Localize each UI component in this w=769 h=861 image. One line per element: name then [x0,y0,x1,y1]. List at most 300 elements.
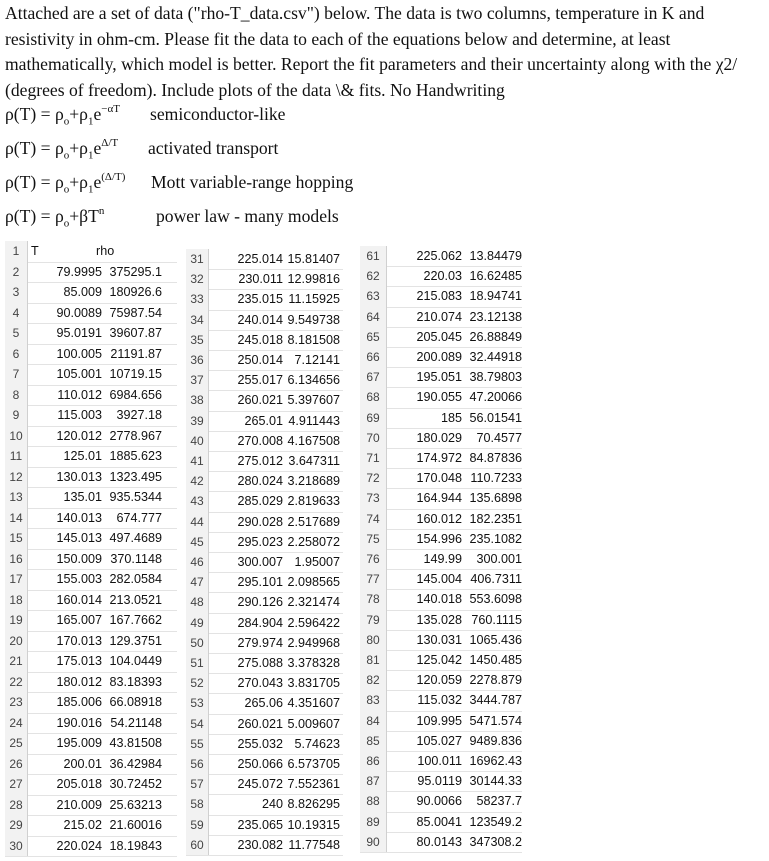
temperature-cell: 220.03 [423,269,462,284]
row-number: 58 [186,794,209,814]
row-number: 20 [5,631,28,652]
row-number: 79 [360,610,387,630]
table-row [360,408,522,429]
plus-rho-one: +ρ [69,138,88,158]
table-row [360,509,522,530]
row-number: 74 [360,509,387,529]
resistivity-cell: 6984.656 [109,387,162,402]
resistivity-cell: 1065.436 [469,632,522,647]
row-number: 34 [186,310,209,330]
row-number: 10 [5,426,28,447]
resistivity-cell: 282.0584 [109,572,162,586]
table-row [360,812,522,833]
resistivity-cell: 18.19843 [109,838,162,853]
row-number: 72 [360,468,387,488]
table-row [186,370,343,391]
resistivity-cell: 760.1115 [471,612,522,627]
rho-zero-subscript: o [63,183,70,196]
table-row [186,815,343,836]
temperature-cell: 145.004 [416,572,462,587]
row-number: 6 [5,344,28,365]
equation-activated [5,137,279,162]
resistivity-cell: 30.72452 [109,777,162,791]
table-row [5,282,177,304]
resistivity-cell: 129.3751 [109,633,162,648]
temperature-cell: 230.011 [238,272,283,287]
table-row [186,471,343,492]
resistivity-cell: 26.88849 [469,329,522,344]
data-table-2 [186,249,343,859]
table-row [360,791,522,812]
table-row [5,405,177,427]
row-number: 88 [360,791,387,811]
temperature-cell: 275.012 [237,454,283,468]
table-row [360,387,522,408]
resistivity-cell: 2.596422 [287,615,340,630]
resistivity-cell: 182.2351 [469,511,522,526]
table-row [186,592,343,613]
resistivity-cell: 16962.43 [469,754,522,768]
temperature-cell: 130.031 [416,632,462,647]
temperature-cell: 180.029 [416,430,462,445]
temperature-cell: 260.021 [237,393,283,408]
row-number: 56 [186,754,209,774]
table-row [360,610,522,631]
temperature-cell: 200.01 [63,756,102,771]
table-row [360,367,522,388]
temperature-cell: 210.009 [56,797,102,812]
row-number: 57 [186,774,209,794]
resistivity-cell: 6.573705 [287,757,340,771]
data-table-1 [5,241,177,857]
exponent: −αT [101,103,120,116]
table-row [186,411,343,432]
resistivity-cell: 370.1148 [110,551,162,566]
temperature-cell: 215.083 [416,289,462,304]
row-number: 49 [186,613,209,633]
resistivity-cell: 1450.485 [469,653,522,667]
row-number: 70 [360,428,387,448]
row-number: 73 [360,488,387,508]
temperature-cell: 154.996 [416,531,462,546]
resistivity-cell: 2778.967 [109,428,162,443]
temperature-cell: 105.001 [56,367,102,381]
table-row [5,323,177,345]
resistivity-cell: 70.4577 [476,430,522,445]
row-number: 50 [186,633,209,653]
row-number: 8 [5,385,28,406]
resistivity-cell: 2.949968 [287,635,340,650]
resistivity-cell: 11.77548 [288,837,340,852]
row-number: 38 [186,390,209,410]
row-number: 36 [186,350,209,370]
row-number: 17 [5,569,28,590]
row-number: 54 [186,714,209,734]
row-number: 44 [186,512,209,532]
row-number: 35 [186,330,209,350]
temperature-cell: 300.007 [237,555,283,569]
temperature-cell: 90.0089 [56,305,102,320]
row-number: 2 [5,262,28,283]
row-number: 75 [360,529,387,549]
row-number: 60 [186,835,209,855]
plus-rho-one: +ρ [69,104,88,124]
row-number: 62 [360,266,387,286]
temperature-cell: 279.974 [237,635,283,650]
row-number: 67 [360,367,387,387]
temperature-cell: 125.01 [63,449,102,463]
resistivity-cell: 3.378328 [287,656,340,670]
temperature-cell: 165.007 [56,613,102,627]
equation-mott [5,171,354,196]
rho-one-subscript: 1 [87,183,94,196]
row-number: 1 [5,241,28,262]
row-number: 28 [5,795,28,816]
table-row [360,428,522,449]
temperature-cell: 285.029 [237,494,283,509]
resistivity-cell: 2.258072 [287,534,340,549]
temperature-cell: 220.024 [56,838,102,853]
resistivity-cell: 5.397607 [287,393,340,408]
table-row [5,836,177,858]
table-row [5,426,177,448]
resistivity-cell: 235.1082 [469,531,522,546]
row-number: 37 [186,370,209,390]
resistivity-cell: 935.5344 [109,490,162,504]
temperature-cell: 275.088 [237,656,283,670]
table-row [186,390,343,411]
row-number: 48 [186,592,209,612]
table-row [5,713,177,735]
table-row [186,330,343,351]
temperature-cell: 130.013 [56,469,102,484]
plus-beta-t: +βT [69,206,99,226]
row-number: 45 [186,532,209,552]
resistivity-cell: 9.549738 [287,312,340,327]
row-number: 16 [5,549,28,570]
row-number: 41 [186,451,209,471]
table-row [5,528,177,550]
equation-lhs: ρ(T) = ρ [5,104,64,124]
temperature-cell: 175.013 [56,654,102,668]
table-row [5,610,177,632]
row-number: 51 [186,653,209,673]
rho-one-subscript: 1 [87,115,94,128]
resistivity-cell: 3.831705 [287,676,340,691]
row-number: 42 [186,471,209,491]
temperature-cell: 190.016 [56,715,102,730]
row-number: 26 [5,754,28,775]
row-number: 80 [360,630,387,650]
resistivity-cell: 8.181508 [287,332,340,347]
row-number: 90 [360,832,387,852]
exp-base: e [93,172,102,192]
temperature-cell: 185.006 [56,695,102,709]
row-number: 33 [186,289,209,309]
resistivity-cell: 1.95007 [294,555,340,569]
temperature-cell: 225.014 [237,252,283,266]
row-number: 30 [5,836,28,857]
temperature-cell: 245.018 [237,332,283,347]
table-row [186,289,343,310]
table-header-row [5,241,177,263]
row-number: 14 [5,508,28,529]
resistivity-cell: 8.826295 [287,797,340,812]
row-number: 31 [186,249,209,269]
temperature-cell: 210.074 [416,309,462,324]
resistivity-cell: 36.42984 [109,756,162,771]
exponent: (Δ/T) [101,171,126,184]
table-row [360,630,522,651]
table-row [360,711,522,732]
table-row [360,549,522,570]
resistivity-cell: 3927.18 [116,408,162,422]
row-number: 65 [360,327,387,347]
row-number: 13 [5,487,28,508]
equation-lhs: ρ(T) = ρ [5,172,64,192]
table-row [360,286,522,307]
row-number: 85 [360,731,387,751]
resistivity-cell: 4.911443 [288,413,340,428]
table-row [360,347,522,368]
data-table-3 [360,246,522,856]
temperature-cell: 95.0191 [56,326,102,340]
row-number: 32 [186,269,209,289]
temperature-cell: 280.024 [237,474,283,489]
row-number: 71 [360,448,387,468]
temperature-cell: 120.059 [416,673,462,688]
row-number: 76 [360,549,387,569]
table-row [5,774,177,796]
temperature-cell: 125.042 [416,653,462,667]
resistivity-cell: 30144.33 [469,774,522,789]
temperature-cell: 245.072 [237,777,283,792]
resistivity-cell: 47.20066 [469,390,522,405]
temperature-cell: 195.051 [416,370,462,385]
temperature-cell: 265.01 [244,413,283,428]
temperature-cell: 180.012 [56,674,102,689]
equation-lhs: ρ(T) = ρ [5,206,64,226]
temperature-cell: 235.065 [237,817,283,832]
temperature-cell: 135.01 [63,490,102,504]
resistivity-cell: 2.098565 [287,575,340,590]
temperature-cell: 270.008 [237,433,283,448]
row-number: 18 [5,590,28,611]
resistivity-cell: 75987.54 [109,305,162,320]
temperature-cell: 295.101 [237,575,283,590]
row-number: 68 [360,387,387,407]
equation-lhs: ρ(T) = ρ [5,138,64,158]
resistivity-cell: 2.517689 [287,514,340,529]
temperature-cell: 235.015 [237,292,283,307]
resistivity-cell: 3444.787 [469,693,522,708]
temperature-cell: 205.045 [416,329,462,344]
row-number: 11 [5,446,28,467]
resistivity-cell: 5471.574 [469,713,522,728]
temperature-cell: 290.028 [237,514,283,529]
resistivity-cell: 6.134656 [287,373,340,388]
row-number: 39 [186,411,209,431]
resistivity-cell: 347308.2 [469,834,522,849]
table-row [186,714,343,735]
resistivity-cell: 7.12141 [294,353,340,367]
resistivity-cell: 375295.1 [109,264,162,279]
column-header-t: T [31,244,39,258]
equation-description: activated transport [148,138,279,158]
temperature-cell: 149.99 [423,552,462,566]
table-row [186,774,343,795]
resistivity-cell: 123549.2 [469,814,522,829]
table-row [186,572,343,593]
row-number: 82 [360,670,387,690]
resistivity-cell: 1885.623 [109,449,162,463]
table-row [186,552,343,573]
resistivity-cell: 5.009607 [287,716,340,731]
table-row [5,590,177,612]
resistivity-cell: 21.60016 [109,818,162,832]
table-row [186,653,343,674]
rho-zero-subscript: o [63,115,70,128]
table-row [360,589,522,610]
row-number: 61 [360,246,387,266]
row-number: 86 [360,751,387,771]
row-number: 78 [360,589,387,609]
table-row [360,569,522,590]
table-row [186,835,343,856]
table-row [360,448,522,469]
temperature-cell: 230.082 [237,837,283,852]
table-row [5,385,177,407]
table-row [360,771,522,792]
equation-semiconductor [5,103,286,128]
temperature-cell: 135.028 [416,612,462,627]
table-row [360,468,522,489]
row-number: 9 [5,405,28,426]
row-number: 55 [186,734,209,754]
temperature-cell: 284.904 [237,615,283,630]
row-number: 25 [5,733,28,754]
exp-base: e [93,138,102,158]
temperature-cell: 290.126 [237,595,283,610]
exponent: Δ/T [101,137,119,150]
resistivity-cell: 1323.495 [109,469,162,484]
temperature-cell: 160.014 [56,592,102,607]
row-number: 5 [5,323,28,344]
row-number: 69 [360,408,387,428]
row-number: 15 [5,528,28,549]
row-number: 83 [360,690,387,710]
temperature-cell: 120.012 [56,428,102,443]
row-number: 89 [360,812,387,832]
temperature-cell: 295.023 [237,534,283,549]
table-row [5,446,177,468]
equation-description: Mott variable-range hopping [151,172,354,192]
row-number: 87 [360,771,387,791]
resistivity-cell: 300.001 [476,552,522,566]
temperature-cell: 100.011 [417,754,462,768]
row-number: 43 [186,491,209,511]
temperature-cell: 170.013 [56,633,102,648]
temperature-cell: 190.055 [416,390,462,405]
column-header-rho: rho [96,244,115,258]
row-number: 81 [360,650,387,670]
temperature-cell: 170.048 [416,471,462,486]
resistivity-cell: 21191.87 [110,346,162,361]
row-number: 64 [360,307,387,327]
table-row [186,673,343,694]
resistivity-cell: 167.7662 [109,613,162,627]
table-row [5,733,177,755]
table-row [5,651,177,673]
table-row [360,751,522,772]
temperature-cell: 95.0119 [417,774,462,789]
resistivity-cell: 180926.6 [109,285,162,299]
table-row [5,487,177,509]
table-row [5,262,177,284]
temperature-cell: 265.06 [244,696,283,711]
table-row [186,532,343,553]
temperature-cell: 109.995 [416,713,462,728]
resistivity-cell: 10719.15 [109,367,162,381]
table-row [186,350,343,371]
resistivity-cell: 110.7233 [470,471,522,486]
resistivity-cell: 54.21148 [110,715,162,730]
row-number: 46 [186,552,209,572]
resistivity-cell: 13.84479 [469,249,522,263]
temperature-cell: 255.032 [237,736,283,751]
temperature-cell: 174.972 [416,451,462,465]
row-number: 77 [360,569,387,589]
table-row [5,692,177,714]
temperature-cell: 79.9995 [56,264,102,279]
row-number: 3 [5,282,28,303]
instructions-paragraph: Attached are a set of data ("rho-T_data.csv") below. The data is two columns, temperature in K and resistivity in ohm-cm. Please fit the data to each of the equations below and determine, at least mathematically, which model is better. Report the fit parameters and their uncertainty along with the χ2/ (degrees of freedom). Include plots of the data \& fits. No Handwriting [5,3,738,100]
table-row [5,303,177,325]
temperature-cell: 200.089 [416,350,462,364]
table-row [360,731,522,752]
resistivity-cell: 2.819633 [287,494,340,509]
equation-power-law [5,205,339,230]
temperature-cell: 145.013 [56,531,102,545]
row-number: 21 [5,651,28,672]
resistivity-cell: 83.18393 [109,674,162,689]
resistivity-cell: 2278.879 [469,673,522,688]
table-row [5,549,177,571]
table-row [5,672,177,694]
table-row [360,488,522,509]
row-number: 7 [5,364,28,385]
resistivity-cell: 9489.836 [469,733,522,748]
row-number: 59 [186,815,209,835]
resistivity-cell: 43.81508 [109,736,162,750]
temperature-cell: 160.012 [416,511,462,526]
table-row [5,364,177,386]
temperature-cell: 85.009 [63,285,102,299]
temperature-cell: 205.018 [56,777,102,791]
temperature-cell: 250.014 [237,353,283,367]
temperature-cell: 270.043 [237,676,283,691]
table-row [186,693,343,714]
row-number: 63 [360,286,387,306]
row-number: 24 [5,713,28,734]
temperature-cell: 225.062 [416,249,462,263]
table-row [360,327,522,348]
equation-description: semiconductor-like [150,104,286,124]
resistivity-cell: 25.63213 [109,797,162,812]
resistivity-cell: 4.167508 [287,433,340,448]
row-number: 66 [360,347,387,367]
row-number: 84 [360,711,387,731]
